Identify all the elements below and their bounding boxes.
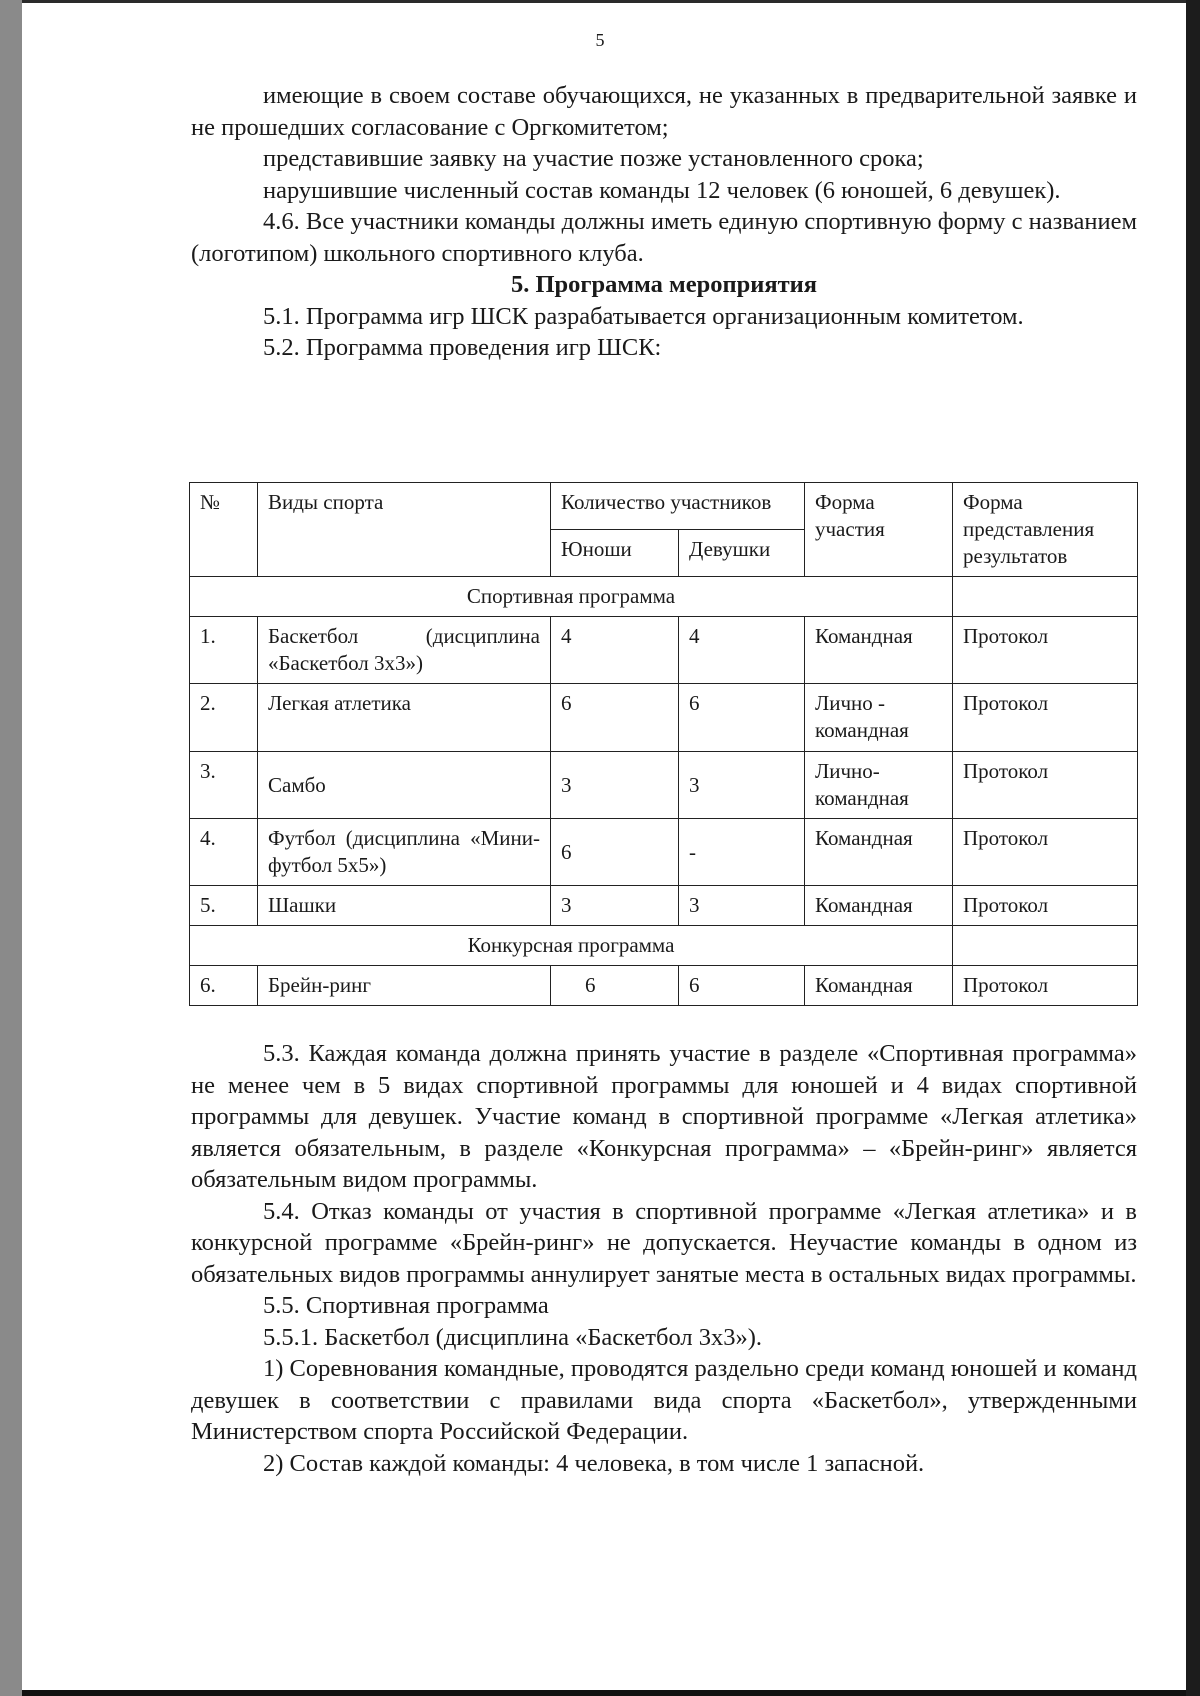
cell-results: Протокол xyxy=(953,617,1138,684)
cell-girls: 3 xyxy=(679,886,805,926)
paragraph: 5.5.1. Баскетбол (дисциплина «Баскетбол 3х3»). xyxy=(263,1323,763,1351)
paragraph: 4.6. Все участники команды должны иметь единую спортивную форму с названием (логотипом) школьного спортивного клуба. xyxy=(191,208,1137,267)
cell-results: Протокол xyxy=(953,684,1138,752)
cell-form: Командная xyxy=(805,819,953,886)
table-header-row xyxy=(190,483,1138,530)
table-group-row xyxy=(190,926,1138,966)
paragraph: 5.5. Спортивная программа xyxy=(263,1292,549,1319)
cell-form: Командная xyxy=(805,966,953,1006)
header-sport: Виды спорта xyxy=(258,483,551,577)
cell-girls: 6 xyxy=(679,966,805,1006)
cell-num: 3. xyxy=(190,752,258,819)
cell-boys: 3 xyxy=(551,752,679,819)
table-row xyxy=(190,966,1138,1006)
paragraph: 2) Состав каждой команды: 4 человека, в том числе 1 запасной. xyxy=(263,1449,925,1477)
cell-sport: Брейн-ринг xyxy=(258,966,551,1006)
cell-boys: 4 xyxy=(551,617,679,684)
paragraph: 1) Соревнования командные, проводятся раздельно среди команд юношей и команд девушек в соответствии с правилами вида спорта «Баскетбол», утвержденными Министерством спорта Российской Федерации. xyxy=(191,1355,1137,1445)
header-participants: Количество участников xyxy=(551,483,805,530)
cell-form: Лично - командная xyxy=(805,684,953,752)
table-row xyxy=(190,617,1138,684)
cell-boys: 6 xyxy=(551,684,679,752)
header-form: Форма участия xyxy=(805,483,953,577)
cell-num: 6. xyxy=(190,966,258,1006)
cell-results: Протокол xyxy=(953,886,1138,926)
paragraph: нарушившие численный состав команды 12 человек (6 юношей, 6 девушек). xyxy=(263,176,1061,204)
table-row xyxy=(190,819,1138,886)
bottom-text-block xyxy=(191,1038,1137,1479)
cell-num: 4. xyxy=(190,819,258,886)
cell-form: Лично-командная xyxy=(805,752,953,819)
header-num: № xyxy=(190,483,258,577)
table-group-row xyxy=(190,577,1138,617)
paragraph: представившие заявку на участие позже установленного срока; xyxy=(263,145,924,172)
cell-girls: 6 xyxy=(679,684,805,752)
header-results: Форма представления результатов xyxy=(953,483,1138,577)
cell-num: 2. xyxy=(190,684,258,752)
cell-girls: - xyxy=(679,819,805,886)
section-heading: 5. Программа мероприятия xyxy=(511,271,817,298)
cell-num: 1. xyxy=(190,617,258,684)
cell-sport: Самбо xyxy=(258,752,551,819)
cell-num: 5. xyxy=(190,886,258,926)
paragraph: 5.2. Программа проведения игр ШСК: xyxy=(263,334,662,361)
cell-boys: 6 xyxy=(551,966,679,1006)
scan-border-right xyxy=(1186,0,1200,1696)
group-title: Спортивная программа xyxy=(190,577,953,617)
cell-sport: Баскетбол (дисциплина «Баскетбол 3х3») xyxy=(258,617,551,684)
paragraph: 5.1. Программа игр ШСК разрабатывается организационным комитетом. xyxy=(263,302,1024,330)
cell-form: Командная xyxy=(805,886,953,926)
table-cell xyxy=(953,926,1138,966)
header-boys: Юноши xyxy=(551,530,679,577)
cell-boys: 3 xyxy=(551,886,679,926)
cell-boys: 6 xyxy=(551,819,679,886)
table-row xyxy=(190,886,1138,926)
table-row xyxy=(190,684,1138,752)
cell-results: Протокол xyxy=(953,752,1138,819)
cell-sport: Шашки xyxy=(258,886,551,926)
cell-girls: 4 xyxy=(679,617,805,684)
header-girls: Девушки xyxy=(679,530,805,577)
paragraph: 5.3. Каждая команда должна принять участие в разделе «Спортивная программа» не менее чем в 5 видах спортивной программы для юношей и 4 видах спортивной программы для девушек. Участие команд в спортивной программе «Легкая атлетика» является обязательным, в разделе «Конкурсная программа» – «Брейн-ринг» является обязательным видом программы. xyxy=(191,1040,1137,1193)
cell-form: Командная xyxy=(805,617,953,684)
cell-results: Протокол xyxy=(953,819,1138,886)
program-table xyxy=(189,482,1138,1006)
cell-sport: Футбол (дисциплина «Мини-футбол 5х5») xyxy=(258,819,551,886)
page-number: 5 xyxy=(595,30,605,50)
scan-border-left xyxy=(0,0,22,1696)
table-row xyxy=(190,752,1138,819)
top-text-block xyxy=(191,80,1137,364)
cell-results: Протокол xyxy=(953,966,1138,1006)
cell-girls: 3 xyxy=(679,752,805,819)
paragraph: имеющие в своем составе обучающихся, не указанных в предварительной заявке и не прошедших согласование с Оргкомитетом; xyxy=(191,82,1137,141)
group-title: Конкурсная программа xyxy=(190,926,953,966)
cell-sport: Легкая атлетика xyxy=(258,684,551,752)
paragraph: 5.4. Отказ команды от участия в спортивной программе «Легкая атлетика» и в конкурсной программе «Брейн-ринг» не допускается. Неучастие команды в одном из обязательных видов программы аннулирует занятые места в остальных видах программы. xyxy=(191,1197,1137,1288)
scan-border-top xyxy=(22,0,1186,3)
scan-border-bottom xyxy=(22,1690,1186,1696)
table-cell xyxy=(953,577,1138,617)
